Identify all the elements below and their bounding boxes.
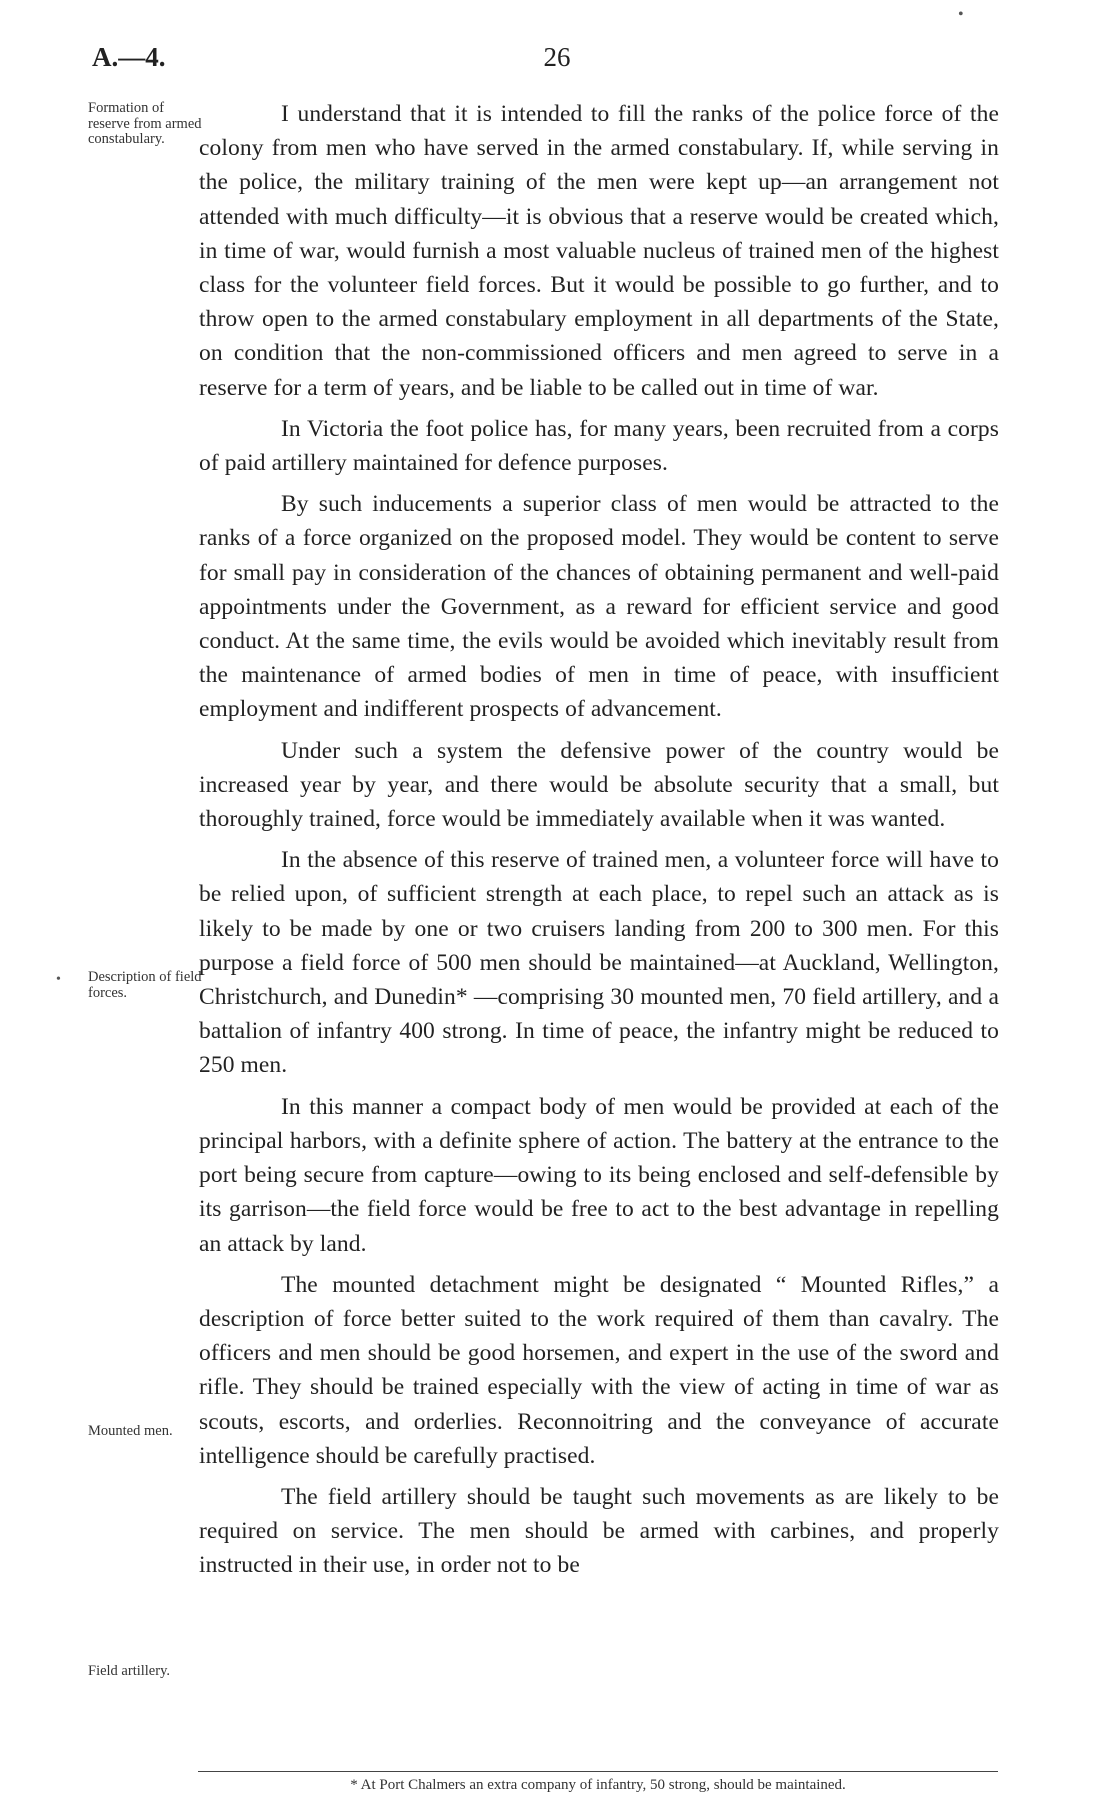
footnote: * At Port Chalmers an extra company of infantry, 50 strong, should be maintained. — [350, 1777, 846, 1793]
footnote-divider — [198, 1771, 998, 1772]
document-reference: A.—4. — [92, 42, 166, 72]
page-number: 26 — [543, 42, 571, 72]
paragraph-victoria-police: In Victoria the foot police has, for many years, been recruited from a corps of paid artillery maintained for defence purposes. — [199, 415, 999, 477]
margin-note-mounted-men: Mounted men. — [88, 1423, 173, 1439]
paragraph-compact-body: In this manner a compact body of men would be provided at each of the principal harbors, with a definite sphere of action. The battery at the entrance to the port being secure from capture—owing to its being enclosed and self-defensible by its garrison—the field force would be free to act to the best advantage in repelling an attack by land. — [199, 1093, 999, 1257]
margin-note-formation-of-reserve: Formation of reserve from armed constabulary. — [88, 100, 202, 147]
paragraph-reserve-formation: I understand that it is intended to fill the ranks of the police force of the colony from men who have served in the armed constabulary. If, while serving in the police, the military training of the men were kept up—an arrangement not attended with much difficulty—it is obvious that a reserve would be created which, in time of war, would furnish a most valuable nucleus of trained men of the highest class for the volunteer field forces. But it would be possible to go further, and to throw open to the armed constabulary employment in all departments of the State, on condition that the non-commissioned officers and men agreed to serve in a reserve for a term of years, and be liable to be called out in time of war. — [199, 101, 999, 401]
margin-note-description-of-field-forces: Description of field forces. — [88, 969, 202, 1001]
margin-bullet: • — [56, 972, 61, 987]
body-text — [199, 97, 999, 1590]
paragraph-volunteer-force: In the absence of this reserve of trained men, a volunteer force will have to be relied upon, of sufficient strength at each place, to repel such an attack as is likely to be made by one or two cruisers landing from 200 to 300 men. For this purpose a field force of 500 men should be maintained—at Auckland, Wellington, Christchurch, and Dunedin* —comprising 30 mounted men, 70 field artillery, and a battalion of infantry 400 strong. In time of peace, the infantry might be reduced to 250 men. — [199, 847, 999, 1079]
paragraph-defensive-power: Under such a system the defensive power of the country would be increased year by year, and there would be absolute security that a small, but thoroughly trained, force would be immediately available when it was wanted. — [199, 737, 999, 833]
stray-mark: • — [958, 6, 964, 23]
paragraph-mounted-rifles: The mounted detachment might be designated “ Mounted Rifles,” a description of force better suited to the work required of them than cavalry. The officers and men should be good horsemen, and expert in the use of the sword and rifle. They should be trained especially with the view of acting in time of war as scouts, escorts, and orderlies. Reconnoitring and the conveyance of accurate intelligence should be carefully practised. — [199, 1271, 999, 1469]
page-header — [70, 6, 1044, 82]
paragraph-field-artillery: The field artillery should be taught such movements as are likely to be required on service. The men should be armed with carbines, and properly instructed in their use, in order not to be — [199, 1483, 999, 1579]
margin-note-field-artillery: Field artillery. — [88, 1663, 171, 1679]
paragraph-inducements: By such inducements a superior class of men would be attracted to the ranks of a force organized on the proposed model. They would be content to serve for small pay in consideration of the chances of obtaining permanent and well-paid appointments under the Government, as a reward for efficient service and good conduct. At the same time, the evils would be avoided which inevitably result from the maintenance of armed bodies of men in time of peace, with insufficient employment and indifferent prospects of advancement. — [199, 491, 999, 723]
